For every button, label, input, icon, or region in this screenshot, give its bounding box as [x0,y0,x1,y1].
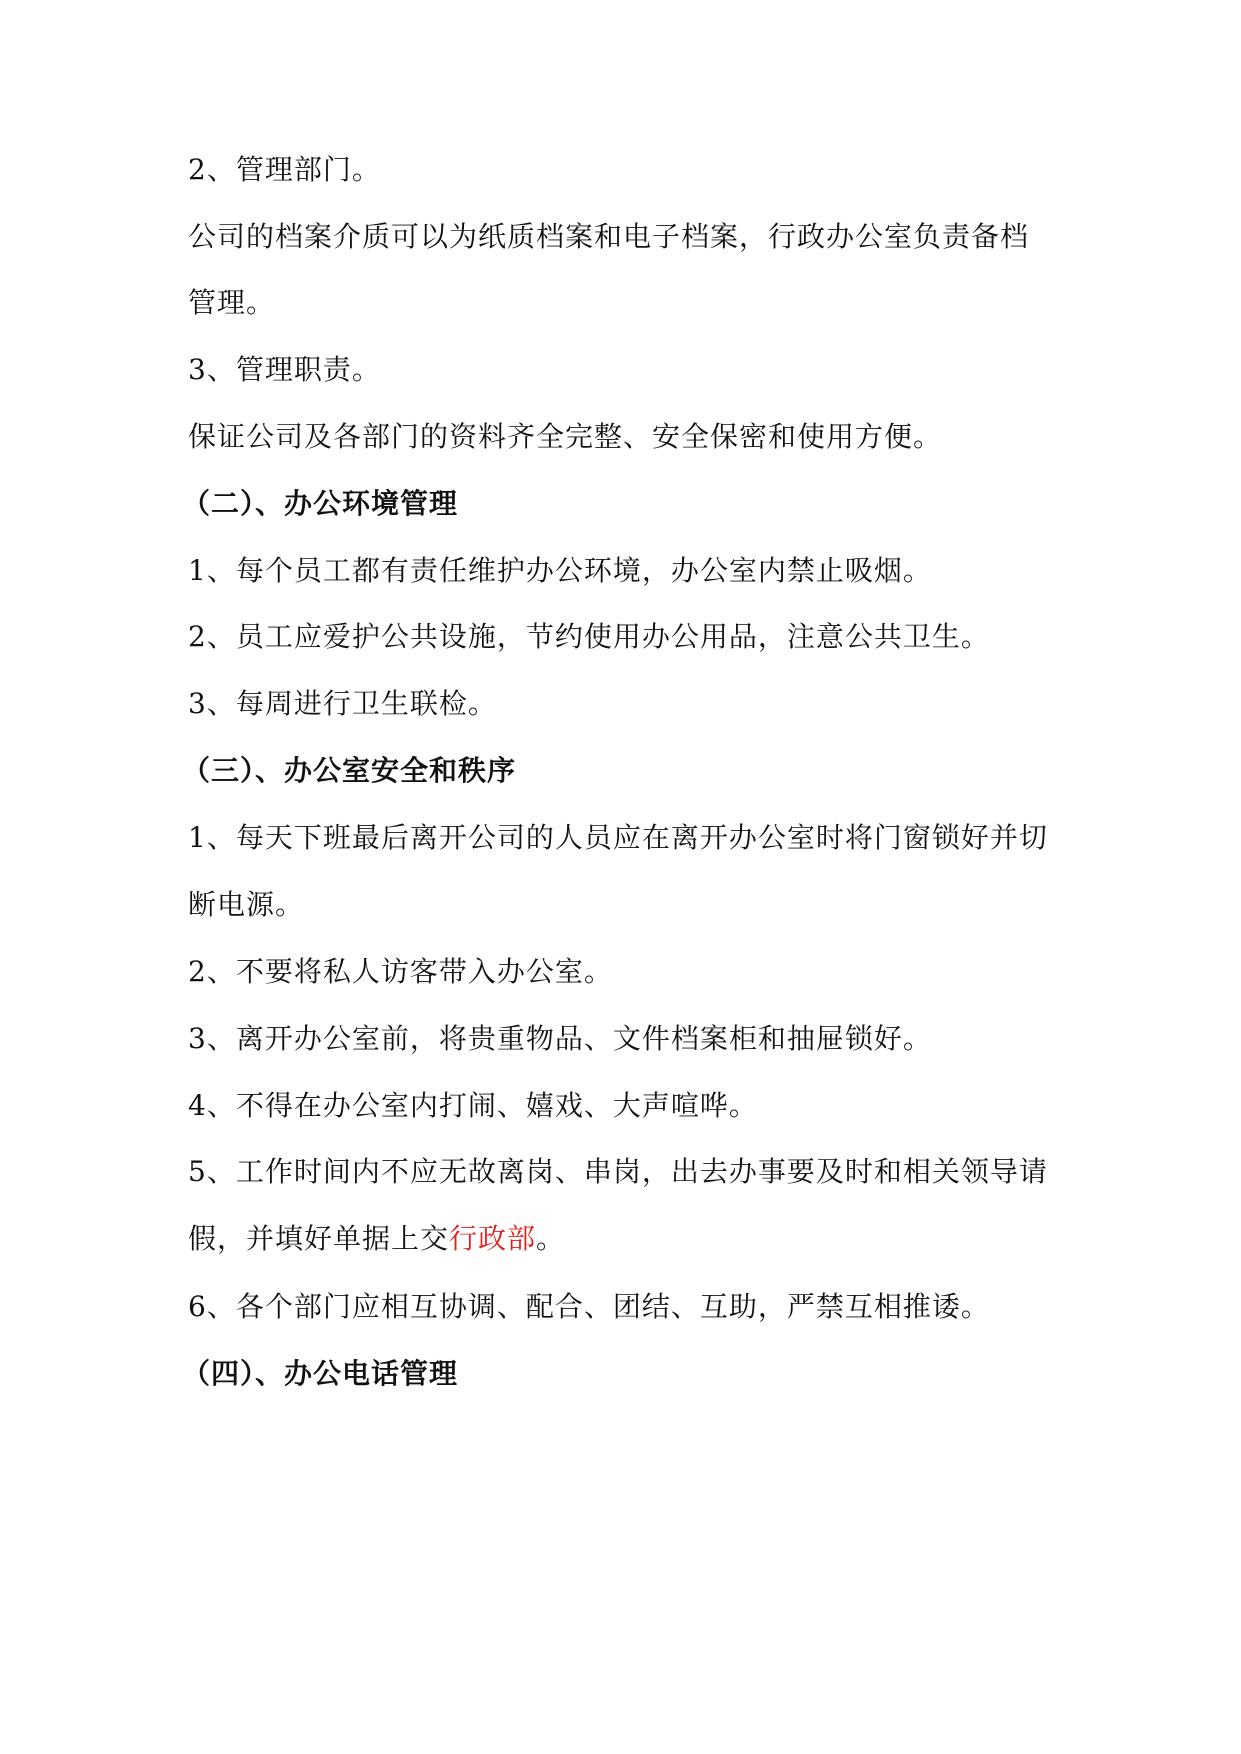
paragraph-guarantee: 保证公司及各部门的资料齐全完整、安全保密和使用方便。 [188,420,943,453]
section-heading-office-phone: （四）、办公电话管理 [182,1357,459,1390]
paragraph-archive-media: 公司的档案介质可以为纸质档案和电子档案，行政办公室负责备档 [188,220,1030,253]
item-management-duties: 3、管理职责。 [188,353,381,386]
item-no-private-visitors: 2、不要将私人访客带入办公室。 [188,955,613,988]
item-lock-valuables: 3、离开办公室前，将贵重物品、文件档案柜和抽屉锁好。 [188,1022,932,1055]
section-heading-office-safety: （三）、办公室安全和秩序 [182,754,517,787]
paragraph-archive-media-continued: 管理。 [188,286,276,319]
leave-text-after: 。 [536,1222,566,1255]
item-weekly-inspection: 3、每周进行卫生联检。 [188,687,497,720]
leave-text-before: 假，并填好单据上交 [188,1222,450,1255]
section-heading-office-environment: （二）、办公环境管理 [182,487,459,520]
item-no-smoking: 1、每个员工都有责任维护办公环境，办公室内禁止吸烟。 [188,554,932,587]
item-no-leaving-post-continued [188,1219,1068,1259]
highlight-admin-department: 行政部 [449,1222,537,1255]
item-lock-doors: 1、每天下班最后离开公司的人员应在离开办公室时将门窗锁好并切 [188,821,1048,854]
item-protect-facilities: 2、员工应爱护公共设施，节约使用办公用品，注意公共卫生。 [188,620,990,653]
item-cooperation: 6、各个部门应相互协调、配合、团结、互助，严禁互相推诿。 [188,1290,990,1323]
item-lock-doors-continued: 断电源。 [188,888,305,921]
item-management-department: 2、管理部门。 [188,153,381,186]
item-no-leaving-post: 5、工作时间内不应无故离岗、串岗，出去办事要及时和相关领导请 [188,1155,1048,1188]
item-no-noise: 4、不得在办公室内打闹、嬉戏、大声喧哗。 [188,1089,758,1122]
